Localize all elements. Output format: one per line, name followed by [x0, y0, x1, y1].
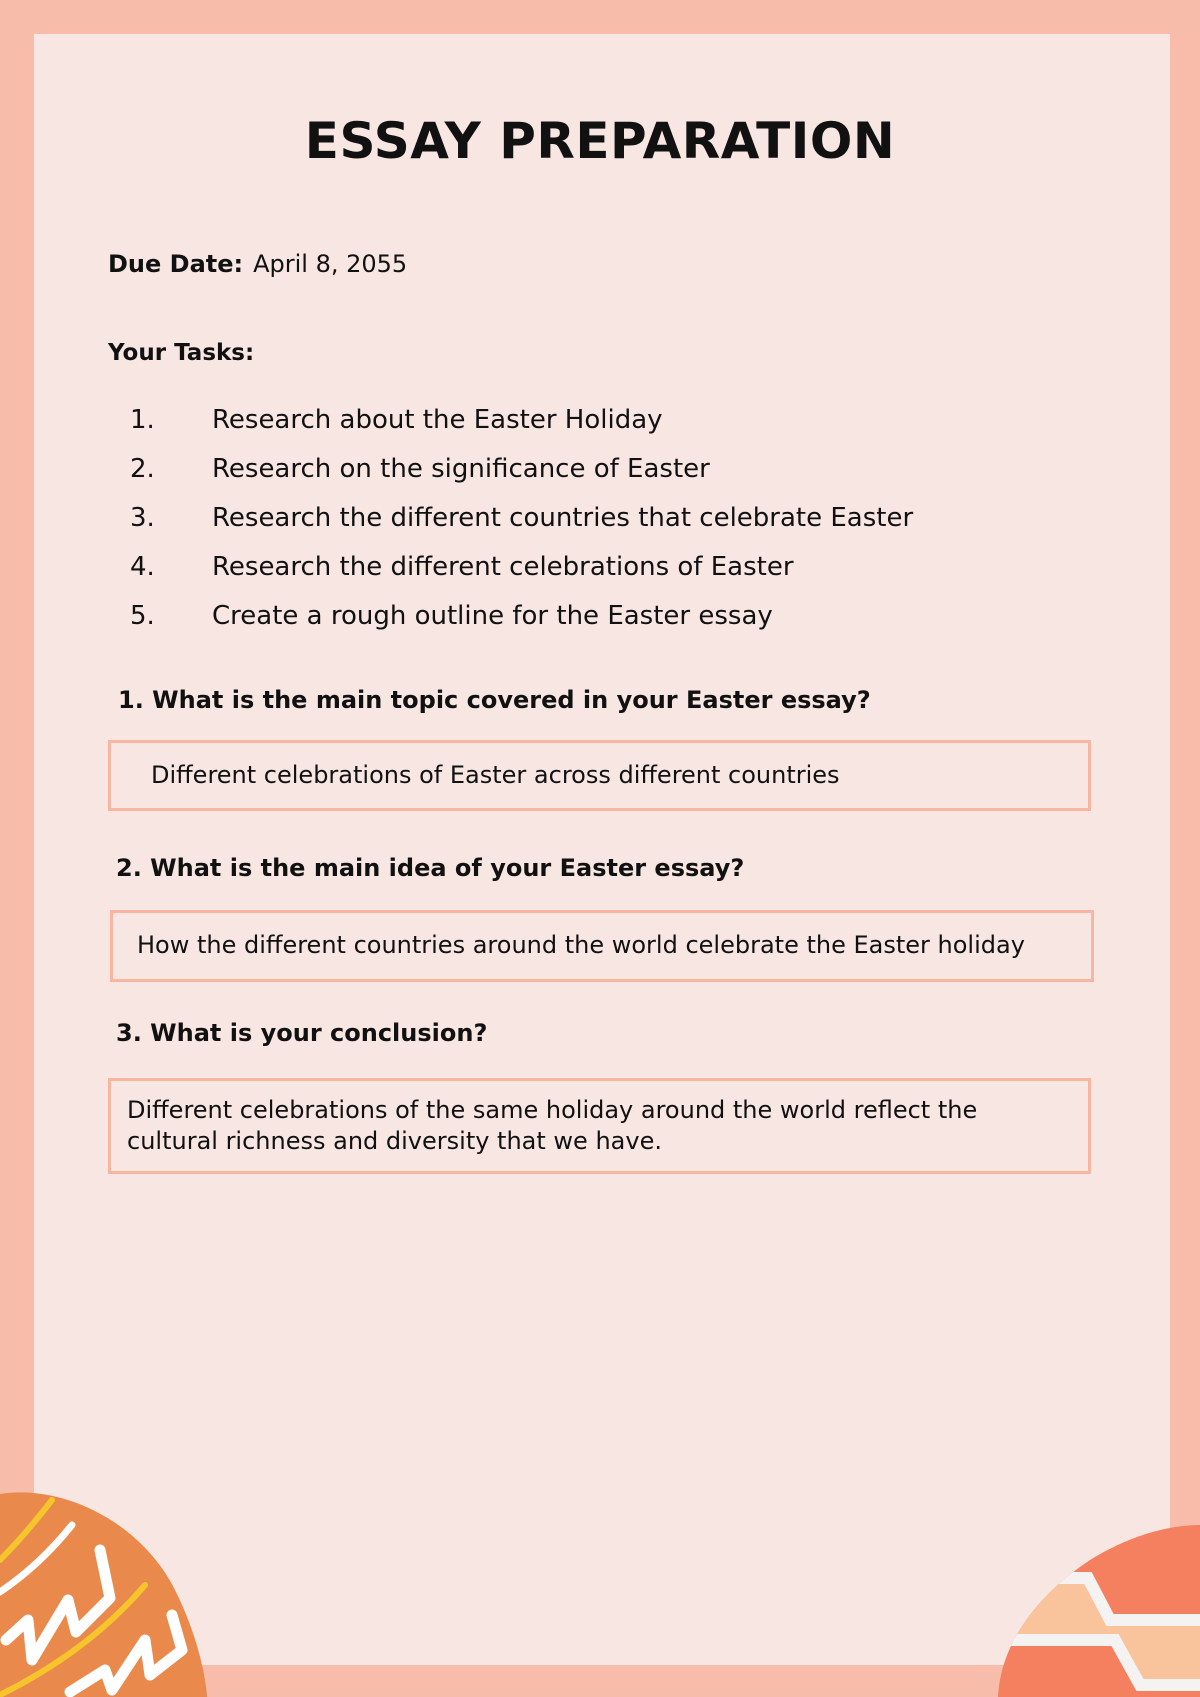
page-title: ESSAY PREPARATION: [304, 112, 896, 170]
due-date: [108, 250, 407, 278]
question-1: 1. What is the main topic covered in your Easter essay?: [118, 686, 871, 714]
task-text: Research the different countries that celebrate Easter: [212, 503, 914, 533]
task-item: [130, 601, 913, 650]
question-2: 2. What is the main idea of your Easter essay?: [116, 854, 745, 882]
task-number: 5.: [130, 601, 155, 631]
task-text: Create a rough outline for the Easter essay: [212, 601, 773, 631]
due-date-label: Due Date:: [108, 250, 244, 278]
answer-box-1[interactable]: Different celebrations of Easter across different countries: [108, 740, 1091, 811]
answer-box-2[interactable]: How the different countries around the world celebrate the Easter holiday: [110, 910, 1094, 982]
task-text: Research on the significance of Easter: [212, 454, 710, 484]
task-item: [130, 503, 913, 552]
task-number: 2.: [130, 454, 155, 484]
answer-box-3[interactable]: Different celebrations of the same holiday around the world reflect the cultural richness and diversity that we have.: [108, 1078, 1091, 1174]
easter-egg-right-icon: [990, 1520, 1200, 1697]
task-number: 1.: [130, 405, 155, 435]
task-text: Research about the Easter Holiday: [212, 405, 663, 435]
task-number: 3.: [130, 503, 155, 533]
task-list: [130, 405, 913, 650]
task-number: 4.: [130, 552, 155, 582]
due-date-value: April 8, 2055: [253, 250, 408, 278]
task-item: [130, 405, 913, 454]
question-3: 3. What is your conclusion?: [116, 1019, 488, 1047]
tasks-heading: Your Tasks:: [108, 340, 255, 366]
task-item: [130, 454, 913, 503]
task-text: Research the different celebrations of Easter: [212, 552, 794, 582]
page-panel: [34, 34, 1170, 1665]
task-item: [130, 552, 913, 601]
easter-egg-left-icon: [0, 1480, 220, 1697]
